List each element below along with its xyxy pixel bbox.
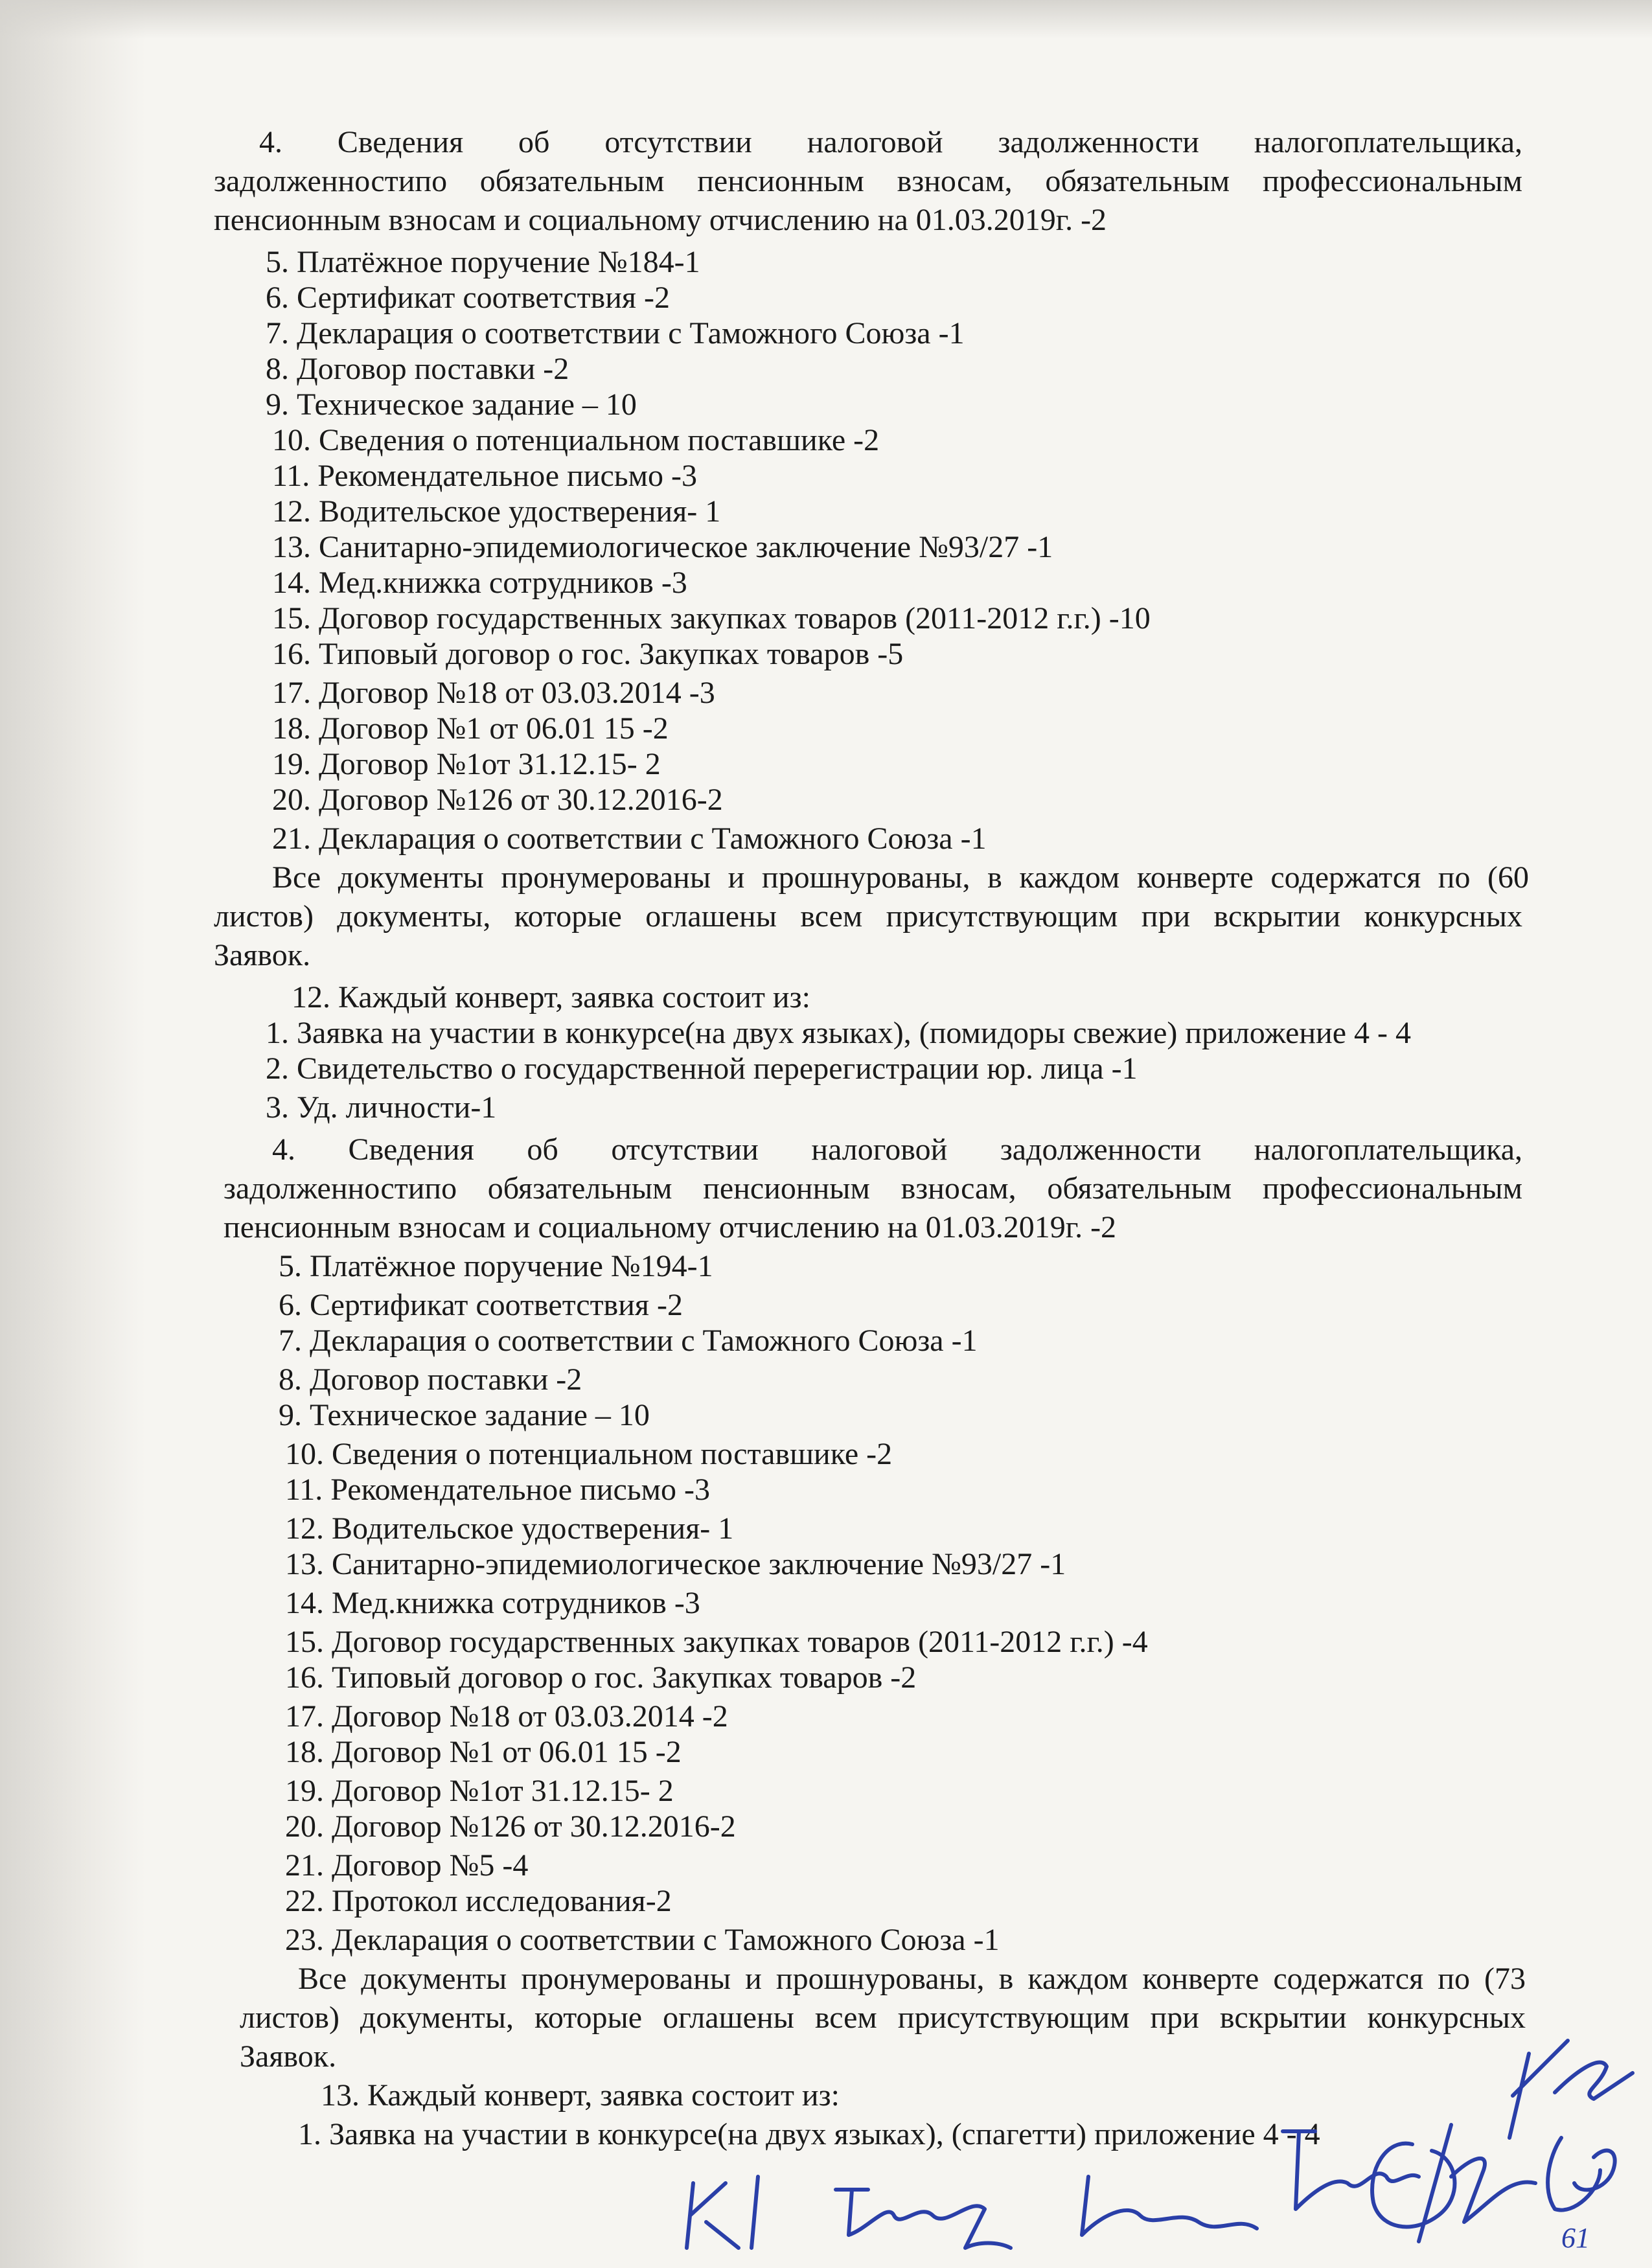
list-item: 19. Договор №1от 31.12.15- 2	[285, 1774, 674, 1808]
list-item: 21. Договор №5 -4	[285, 1848, 529, 1883]
list-item: 15. Договор государственных закупках товаров (2011-2012 г.г.) -10	[272, 601, 1151, 636]
list-item: 7. Декларация о соответствии с Таможного Союза -1	[279, 1323, 978, 1358]
list-item: 20. Договор №126 от 30.12.2016-2	[285, 1809, 736, 1844]
list-item: 14. Мед.книжка сотрудников -3	[272, 566, 687, 600]
block1-p4-line2: задолженностипо обязательным пенсионным взносам, обязательным профессиональным	[214, 164, 1522, 198]
list-item: 13. Санитарно-эпидемиологическое заключение №93/27 -1	[285, 1547, 1066, 1581]
list-item: 9. Техническое задание – 10	[279, 1398, 650, 1432]
list-item: 11. Рекомендательное письмо -3	[285, 1472, 711, 1507]
list-item: 12. Водительское удостверения- 1	[272, 494, 721, 529]
list-item: 10. Сведения о потенциальном поставшике -2	[285, 1437, 893, 1471]
list-item: 1. Заявка на участии в конкурсе(на двух языках), (спагетти) приложение 4 - 4	[298, 2117, 1320, 2151]
block1-summary-line2: листов) документы, которые оглашены всем присутствующим при вскрытии конкурсных	[214, 899, 1522, 934]
list-item: 12. Водительское удостверения- 1	[285, 1511, 734, 1546]
list-item: 20. Договор №126 от 30.12.2016-2	[272, 783, 723, 817]
block1-summary-line3: Заявок.	[214, 938, 311, 972]
list-item: 5. Платёжное поручение №194-1	[279, 1249, 713, 1283]
list-item: 7. Декларация о соответствии с Таможного Союза -1	[266, 316, 965, 350]
list-item: 2. Свидетельство о государственной перерегистрации юр. лица -1	[266, 1051, 1138, 1086]
list-item: 17. Договор №18 от 03.03.2014 -3	[272, 676, 715, 710]
block1-summary-line1: Все документы пронумерованы и прошнурованы, в каждом конверте содержатся по (60	[272, 860, 1529, 895]
block2-summary-line3: Заявок.	[240, 2039, 337, 2074]
list-item: 18. Договор №1 от 06.01 15 -2	[272, 711, 669, 746]
list-item: 11. Рекомендательное письмо -3	[272, 459, 698, 493]
block2-p4-line2: задолженностипо обязательным пенсионным взносам, обязательным профессиональным	[224, 1171, 1522, 1206]
block3-heading: 13. Каждый конверт, заявка состоит из:	[321, 2078, 840, 2113]
list-item: 21. Декларация о соответствии с Таможного Союза -1	[272, 821, 987, 856]
block1-p4-line1: 4. Сведения об отсутствии налоговой задолженности налогоплательщика,	[259, 125, 1522, 159]
list-item: 6. Сертификат соответствия -2	[279, 1288, 683, 1322]
list-item: 18. Договор №1 от 06.01 15 -2	[285, 1735, 682, 1769]
block2-p4-line3: пенсионным взносам и социальному отчислению на 01.03.2019г. -2	[224, 1210, 1117, 1244]
list-item: 14. Мед.книжка сотрудников -3	[285, 1586, 700, 1620]
block2-p4-line1: 4. Сведения об отсутствии налоговой задолженности налогоплательщика,	[272, 1132, 1522, 1167]
list-item: 13. Санитарно-эпидемиологическое заключение №93/27 -1	[272, 530, 1053, 564]
page-number: 61	[1561, 2222, 1590, 2254]
list-item: 17. Договор №18 от 03.03.2014 -2	[285, 1699, 728, 1734]
list-item: 15. Договор государственных закупках товаров (2011-2012 г.г.) -4	[285, 1625, 1148, 1659]
list-item: 8. Договор поставки -2	[279, 1362, 582, 1397]
block2-summary-line2: листов) документы, которые оглашены всем присутствующим при вскрытии конкурсных	[240, 2000, 1526, 2035]
block2-heading: 12. Каждый конверт, заявка состоит из:	[292, 980, 810, 1014]
list-item: 8. Договор поставки -2	[266, 352, 569, 386]
list-item: 5. Платёжное поручение №184-1	[266, 245, 700, 279]
list-item: 16. Типовый договор о гос. Закупках товаров -5	[272, 637, 904, 671]
list-item: 3. Уд. личности-1	[266, 1090, 497, 1125]
list-item: 23. Декларация о соответствии с Таможного Союза -1	[285, 1923, 1000, 1957]
list-item: 9. Техническое задание – 10	[266, 387, 637, 422]
block2-summary-line1: Все документы пронумерованы и прошнурованы, в каждом конверте содержатся по (73	[298, 1962, 1526, 1996]
list-item: 16. Типовый договор о гос. Закупках товаров -2	[285, 1660, 917, 1695]
list-item: 10. Сведения о потенциальном поставшике -2	[272, 423, 880, 457]
list-item: 19. Договор №1от 31.12.15- 2	[272, 747, 661, 781]
list-item: 1. Заявка на участии в конкурсе(на двух языках), (помидоры свежие) приложение 4 - 4	[266, 1016, 1412, 1050]
list-item: 22. Протокол исследования-2	[285, 1884, 672, 1918]
list-item: 6. Сертификат соответствия -2	[266, 281, 670, 315]
block1-p4-line3: пенсионным взносам и социальному отчислению на 01.03.2019г. -2	[214, 203, 1107, 237]
